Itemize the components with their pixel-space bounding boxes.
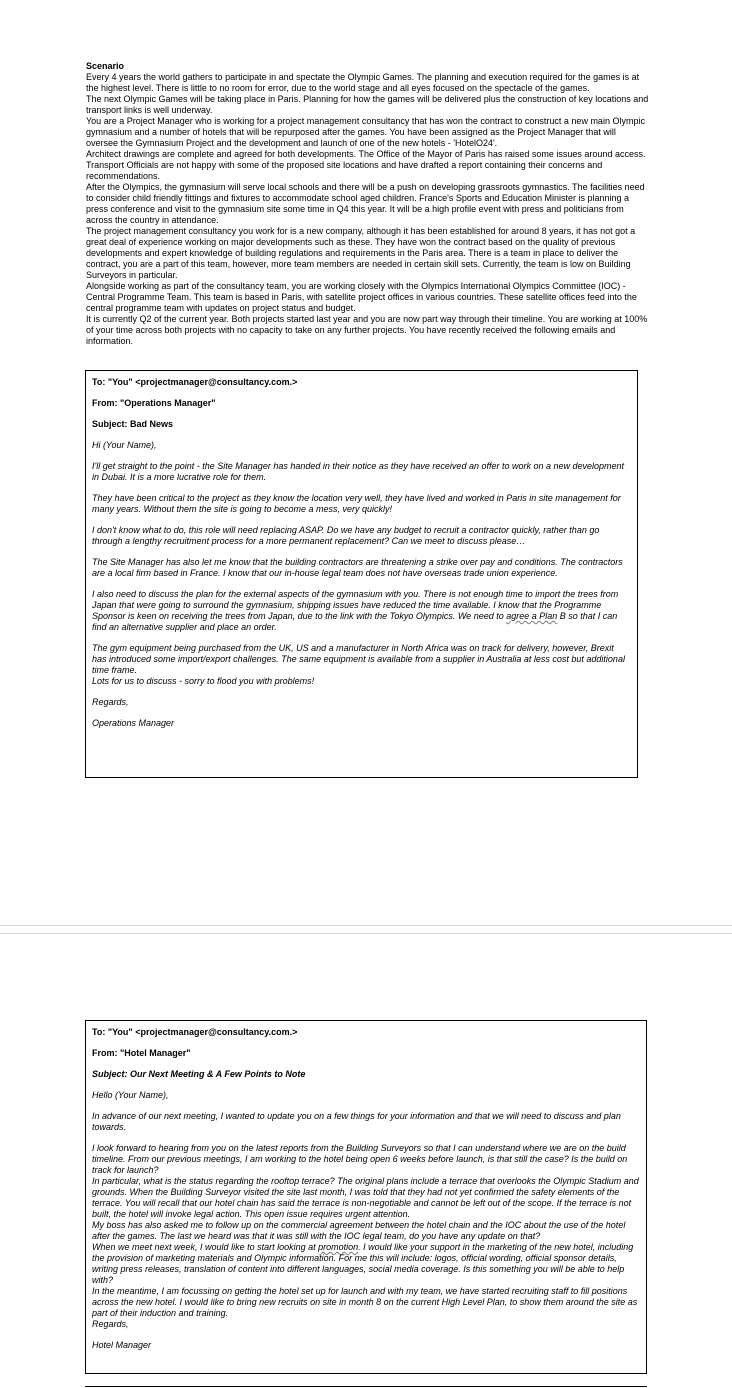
scenario-title: Scenario — [86, 61, 125, 71]
email-to: To: "You" <projectmanager@consultancy.com.> — [92, 377, 298, 387]
spellcheck-underlined-text: agree a Plan — [506, 611, 558, 621]
email-signature: Hotel Manager — [92, 1340, 152, 1350]
email-paragraph: I'll get straight to the point - the Site Manager has handed in their notice as they have received an offer to work on a new development in Dubai. It is a more lucrative role for them. — [92, 461, 625, 482]
email-text: . I would like your support in the marketing of the new hotel, including the provision of marketing materials and Olympic information. For me this will include: logos, official wording, official sponsor details, writing press releases, translation of content into different languages, social media coverage. Is this something you will be able to help with? — [92, 1242, 634, 1285]
scenario-paragraph: It is currently Q2 of the current year. Both projects started last year and you are now part way through their timeline. You are working at 100% of your time across both projects with no capacity to take on any further projects. You have recently received the following emails and information. — [86, 314, 648, 346]
email-signature: Operations Manager — [92, 718, 175, 728]
email-greeting: Hello (Your Name), — [92, 1090, 169, 1100]
email-paragraph: The gym equipment being purchased from the UK, US and a manufacturer in North Africa was on track for delivery, however, Brexit has introduced some import/export challenges. The same equipment is available from a supplier in Australia at less cost but additional time frame. — [92, 643, 625, 675]
email-from: From: "Operations Manager" — [92, 398, 216, 408]
email-paragraph: In particular, what is the status regarding the rooftop terrace? The original plans include a terrace that overlooks the Olympic Stadium and grounds. When the Building Surveyor visited the site last month, I was told that they had not yet confirmed the safety elements of the terrace. You will recall that our hotel chain has said the terrace is non-negotiable and cannot be left out of the scope. If the terrace is not built, the hotel will invoke legal action. This open issue requires urgent attention. — [92, 1176, 639, 1219]
email-paragraph: In the meantime, I am focussing on getting the hotel set up for launch and with my team, we have started recruiting staff to fill positions across the new hotel. I would like to bring new recruits on site in month 8 on the current High Level Plan, to show them around the site as part of their induction and training. — [92, 1286, 638, 1318]
document-page-2 — [0, 934, 732, 1388]
scenario-paragraph: The next Olympic Games will be taking place in Paris. Planning for how the games will be delivered plus the construction of key locations and transport links is well underway. — [86, 94, 649, 115]
email-hotel-manager — [85, 1020, 647, 1374]
email-regards: Regards, — [92, 697, 129, 707]
spellcheck-underlined-text: promotion — [318, 1242, 359, 1252]
scenario-paragraph: The project management consultancy you work for is a new company, although it has been established for around 8 years, it has not got a great deal of experience working on major developments such as these. They have won the contract based on the quality of previous developments and expert knowledge of building regulations and requirements in the Paris area. There is a team in place to deliver the contract, you are a part of this team, however, more team members are needed in certain skill sets. Currently, the team is low on Building Surveyors in particular. — [86, 226, 636, 280]
scenario-paragraph: Every 4 years the world gathers to participate in and spectate the Olympic Games. The planning and execution required for the games is at the highest level. There is little to no room for error, due to the world stage and all eyes focused on the spectacle of the games. — [86, 72, 640, 93]
page-break — [0, 925, 732, 934]
email-paragraph — [92, 589, 630, 633]
email-to: To: "You" <projectmanager@consultancy.com.> — [92, 1027, 298, 1037]
scenario-paragraph: Architect drawings are complete and agreed for both developments. The Office of the Mayor of Paris has raised some issues around access. Transport Officials are not happy with some of the proposed site locations and have drafted a report containing their concerns and recommendations. — [86, 149, 646, 181]
email-operations-manager — [85, 370, 638, 778]
email-text: When we meet next week, I would like to start looking at — [92, 1242, 319, 1252]
scenario-paragraph: You are a Project Manager who is working for a project management consultancy that has won the contract to construct a new main Olympic gymnasium and a number of hotels that will be repurposed after the games. You have been assigned as the Project Manager that will oversee the Gymnasium Project and the development and launch of one of the new hotels - 'HotelO24'. — [86, 116, 645, 148]
email-text: I also need to discuss the plan for the external aspects of the gymnasium with you. There is not enough time to import the trees from Japan that were going to surround the gymnasium, shipping issues have reduced the time available. I know that the Programme Sponsor is keen on receiving the trees from Japan, due to the link with the Tokyo Olympics. We need to — [92, 589, 619, 621]
email-from: From: "Hotel Manager" — [92, 1048, 191, 1058]
email-paragraph: In advance of our next meeting, I wanted to update you on a few things for your information and that we will need to discuss and plan towards. — [92, 1111, 621, 1132]
email-paragraph: I don't know what to do, this role will need replacing ASAP. Do we have any budget to recruit a contractor quickly, rather than go through a lengthy recruitment process for a more permanent replacement? Can we meet to discuss please… — [92, 525, 600, 546]
scenario-section — [86, 61, 650, 347]
email-text: B so that I can find an alternative supplier and place an order. — [92, 611, 618, 632]
scenario-paragraph: After the Olympics, the gymnasium will serve local schools and there will be a push on developing grassroots gymnastics. The facilities need to consider child friendly fittings and fixtures to accommodate school aged children. France's Sports and Education Minister is planning a press conference and visit to the gymnasium site some time in Q4 this year. It will be a high profile event with press and politicians from across the country in attendance. — [86, 182, 645, 225]
scenario-paragraph: Alongside working as part of the consultancy team, you are working closely with the Olympics International Olympics Committee (IOC) - Central Programme Team. This team is based in Paris, with satellite project offices in various countries. These satellite offices feed into the central programme team with updates on project status and budget. — [86, 281, 637, 313]
email-paragraph — [92, 1242, 639, 1286]
email-paragraph: They have been critical to the project as they know the location very well, they have lived and worked in Paris in site management for many years. Without them the site is going to become a mess, very quickly! — [92, 493, 621, 514]
email-paragraph: Lots for us to discuss - sorry to flood you with problems! — [92, 676, 315, 686]
email-paragraph: My boss has also asked me to follow up on the commercial agreement between the hotel chain and the IOC about the use of the hotel after the games. The last we heard was that it was still with the IOC legal team, do you have any update on that? — [92, 1220, 626, 1241]
bottom-rule — [85, 1386, 647, 1387]
email-subject: Subject: Bad News — [92, 419, 174, 429]
email-greeting: Hi (Your Name), — [92, 440, 157, 450]
email-paragraph: The Site Manager has also let me know that the building contractors are threatening a strike over pay and conditions. The contractors are a local firm based in France. I know that our in-house legal team does not have overseas trade union experience. — [92, 557, 623, 578]
email-paragraph: I look forward to hearing from you on the latest reports from the Building Surveyors so that I can understand where we are on the build timeline. From our previous meetings, I am working to the hotel being open 6 weeks before launch, is that still the case? Is the build on track for launch? — [92, 1143, 628, 1175]
email-regards: Regards, — [92, 1319, 129, 1329]
email-subject: Subject: Our Next Meeting & A Few Points to Note — [92, 1069, 306, 1079]
